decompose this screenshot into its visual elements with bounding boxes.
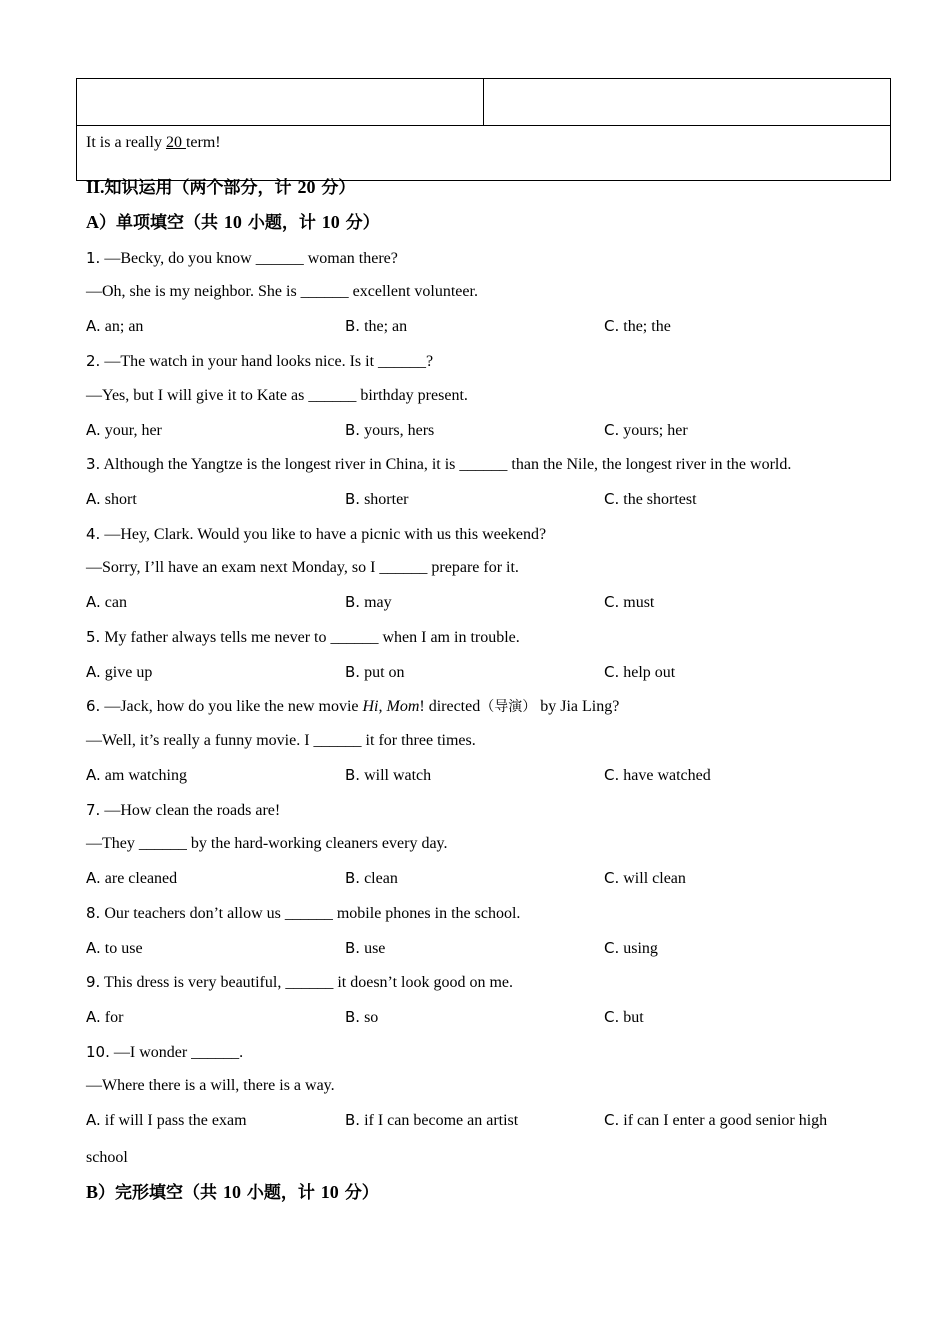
option-b[interactable]: B. shorter — [345, 490, 409, 508]
table-cell — [484, 79, 891, 126]
question-1-line2: —Oh, she is my neighbor. She is ______ excellent volunteer. — [86, 283, 478, 300]
option-b[interactable]: B. if I can become an artist — [345, 1111, 519, 1129]
option-b[interactable]: B. put on — [345, 663, 405, 681]
passage-table — [76, 78, 891, 181]
option-a[interactable]: A. an; an — [86, 317, 144, 335]
option-a[interactable]: A. are cleaned — [86, 869, 178, 887]
question-7: 7. —How clean the roads are! — [86, 801, 281, 819]
option-a[interactable]: A. short — [86, 490, 137, 508]
question-10-line2: —Where there is a will, there is a way. — [86, 1077, 335, 1094]
option-a[interactable]: A. if will I pass the exam — [86, 1111, 247, 1129]
option-a[interactable]: A. am watching — [86, 766, 187, 784]
question-3: 3. Although the Yangtze is the longest river in China, it is ______ than the Nile, the longest river in the world. — [86, 455, 792, 473]
option-a[interactable]: A. give up — [86, 663, 153, 681]
question-10: 10. —I wonder ______. — [86, 1043, 244, 1061]
question-9: 9. This dress is very beautiful, ______ it doesn’t look good on me. — [86, 973, 514, 991]
question-6-line2: —Well, it’s really a funny movie. I ______ it for three times. — [86, 732, 476, 749]
option-b[interactable]: B. will watch — [345, 766, 432, 784]
option-c-continuation: school — [86, 1149, 128, 1166]
option-a[interactable]: A. to use — [86, 939, 143, 957]
option-a[interactable]: A. for — [86, 1008, 124, 1026]
question-4-line2: —Sorry, I’ll have an exam next Monday, so I ______ prepare for it. — [86, 559, 519, 576]
question-7-line2: —They ______ by the hard-working cleaners every day. — [86, 835, 448, 852]
option-c[interactable]: C. will clean — [604, 869, 686, 887]
option-c[interactable]: C. must — [604, 593, 655, 611]
section-title: II.知识运用（两个部分，计 20 分） — [86, 177, 356, 198]
option-b[interactable]: B. the; an — [345, 317, 408, 335]
part-b-title: B）完形填空（共 10 小题，计 10 分） — [86, 1182, 379, 1203]
question-1: 1. —Becky, do you know ______ woman there? — [86, 249, 398, 267]
part-a-title: A）单项填空（共 10 小题，计 10 分） — [86, 212, 380, 233]
question-2-line2: —Yes, but I will give it to Kate as ______ birthday present. — [86, 387, 468, 404]
table-cell — [77, 79, 484, 126]
option-c[interactable]: C. if can I enter a good senior high — [604, 1111, 828, 1129]
blank-20: 20 — [165, 134, 186, 151]
option-b[interactable]: B. may — [345, 593, 392, 611]
option-b[interactable]: B. use — [345, 939, 386, 957]
option-c[interactable]: C. the shortest — [604, 490, 697, 508]
passage-line: It is a really 20 term! — [77, 126, 891, 181]
option-c[interactable]: C. help out — [604, 663, 676, 681]
option-a[interactable]: A. can — [86, 593, 127, 611]
option-b[interactable]: B. yours, hers — [345, 421, 435, 439]
question-2: 2. —The watch in your hand looks nice. Is it ______? — [86, 352, 434, 370]
question-4: 4. —Hey, Clark. Would you like to have a picnic with us this weekend? — [86, 525, 547, 543]
option-c[interactable]: C. using — [604, 939, 658, 957]
option-c[interactable]: C. but — [604, 1008, 644, 1026]
option-a[interactable]: A. your, her — [86, 421, 162, 439]
option-c[interactable]: C. the; the — [604, 317, 671, 335]
option-c[interactable]: C. yours; her — [604, 421, 688, 439]
option-c[interactable]: C. have watched — [604, 766, 711, 784]
option-b[interactable]: B. clean — [345, 869, 398, 887]
question-5: 5. My father always tells me never to ______ when I am in trouble. — [86, 628, 520, 646]
question-6: 6. —Jack, how do you like the new movie Hi, Mom! directed（导演） by Jia Ling? — [86, 697, 620, 715]
question-8: 8. Our teachers don’t allow us ______ mobile phones in the school. — [86, 904, 521, 922]
option-b[interactable]: B. so — [345, 1008, 379, 1026]
